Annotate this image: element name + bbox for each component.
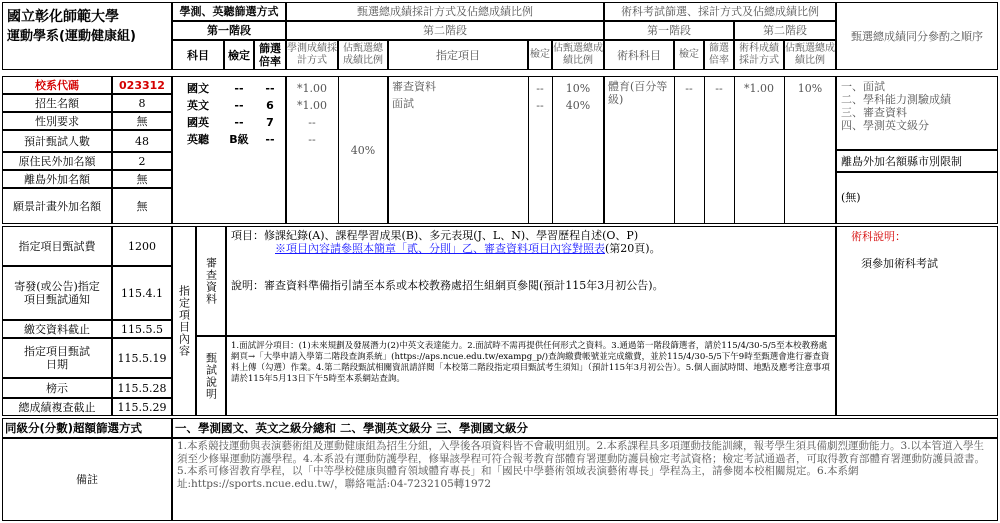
col-check2: 檢定	[528, 40, 552, 70]
quota-label: 招生名額	[2, 94, 112, 112]
col-ratio2: 佔甄選總成績比例	[552, 40, 604, 70]
multiple-cell: 6	[266, 99, 274, 112]
order-item: 三、審查資料	[841, 106, 907, 119]
col-skill-subject: 術科科目	[604, 40, 674, 70]
fee-label: 指定項目甄試費	[2, 226, 112, 266]
skill-note-block	[836, 226, 998, 416]
subject-cell: 英聽	[187, 133, 209, 146]
check-cell: --	[234, 99, 244, 112]
tie-label: 同級分(分數)超額篩選方式	[2, 418, 172, 438]
expected-label: 預計甄試人數	[2, 130, 112, 152]
col-score-method: 學測成績採計方式	[286, 40, 338, 70]
designated-check: --	[536, 82, 544, 95]
col-check: 檢定	[224, 40, 254, 70]
designated-check: --	[536, 99, 544, 112]
skill-divider	[674, 76, 675, 224]
aboriginal-label: 原住民外加名額	[2, 152, 112, 170]
subject-cell: 國文	[187, 82, 209, 95]
review-items: 項目：修課紀錄(A)、課程學習成果(B)、多元表現(J、L、N)、學習歷程自述(O、P)	[231, 229, 639, 242]
island-label: 離島外加名額	[2, 170, 112, 188]
multiple-cell: --	[265, 133, 275, 146]
vision-value: 無	[112, 188, 172, 224]
method-cell: *1.00	[297, 82, 327, 95]
stage1-row	[172, 131, 286, 148]
fee-value: 1200	[112, 226, 172, 266]
exam-label-cell	[196, 336, 226, 416]
stage1-ratio: 40%	[338, 76, 388, 224]
skill-stage1: 第一階段	[604, 21, 734, 40]
code-value: 023312	[112, 76, 172, 94]
island-note-value: (無)	[836, 172, 998, 224]
exam-date-label: 指定項目甄試日期	[2, 338, 112, 378]
submit-label: 繳交資料截止	[2, 320, 112, 338]
skill-ratio: 10%	[797, 82, 823, 95]
remarks-text: 1.本系競技運動與表演藝術組及運動健康組為招生分組，入學後各項資料皆不會載明組別。2.本系課程具多項運動技能訓練，報考學生須具備劇烈運動能力。3.以本管道入學生須至少修畢運動防護學程。4.本系設有運動防護學程，修畢該學程可符合報考教育部體育署運動防護員檢定考試資格；檢定考試通過者，可取得教育部體育署運動防護員證書。5.本系可修習教育學程，以「中等學校健康與體育領域體育專長」和「國民中學藝術領域表演藝術專長」學程為主，請參閱本校相關規定。6.本系網址:https://sports.ncue.edu.tw/，聯絡電話:04-7232105轉1972	[172, 438, 998, 521]
tie-value: 一、學測國文、英文之級分總和 二、學測英文級分 三、學測國文級分	[172, 418, 998, 438]
review-page: (第20頁)。	[605, 242, 661, 255]
submit-value: 115.5.5	[112, 320, 172, 338]
designated-item: 審查資料	[392, 80, 436, 93]
order-block	[836, 76, 998, 150]
release-value: 115.5.28	[112, 378, 172, 398]
recheck-value: 115.5.29	[112, 398, 172, 416]
skill-divider	[704, 76, 705, 224]
col-skill-ratio: 佔甄選總成績比例	[784, 40, 836, 70]
stage1-title: 第一階段	[172, 21, 286, 40]
aboriginal-value: 2	[112, 152, 172, 170]
skill-divider	[784, 76, 785, 224]
designated-item: 面試	[392, 97, 414, 110]
designated-ratio: 10%	[565, 82, 591, 95]
recheck-label: 總成績複查截止	[2, 398, 112, 416]
stage1-row	[172, 80, 286, 97]
notice-label: 寄發(或公告)指定項目甄試通知	[2, 266, 112, 320]
island-note: 離島外加名額縣市別限制	[836, 150, 998, 172]
skill-subject: 體育(百分等級)	[608, 80, 668, 106]
exam-label: 甄試說明	[204, 352, 218, 400]
notice-value: 115.4.1	[112, 266, 172, 320]
expected-value: 48	[112, 130, 172, 152]
method-cell: --	[308, 133, 316, 146]
method-cell: --	[308, 116, 316, 129]
col-ratio: 佔甄選總成績比例	[338, 40, 388, 70]
stage2-title: 第二階段	[286, 21, 604, 40]
designated-ratio: 40%	[565, 99, 591, 112]
skill-method: *1.00	[744, 82, 774, 95]
order-item: 四、學測英文級分	[841, 119, 929, 132]
designated-divider	[552, 76, 553, 224]
exam-date-value: 115.5.19	[112, 338, 172, 378]
skill-note-title: 術科說明：	[851, 230, 906, 243]
review-content	[226, 226, 836, 336]
review-desc: 說明：審查資料準備指引請至本系或本校教務處招生組網頁參閱(預計115年3月初公告)。	[231, 279, 664, 292]
check-cell: --	[234, 116, 244, 129]
release-label: 榜示	[2, 378, 112, 398]
order-title: 甄選總成績同分參酌之順序	[836, 2, 998, 70]
check-cell: B級	[229, 133, 249, 146]
gender-value: 無	[112, 112, 172, 130]
school-name: 國立彰化師範大學	[7, 9, 119, 25]
skill-check: --	[685, 82, 693, 95]
code-label: 校系代碼	[2, 76, 112, 94]
review-link-row	[231, 242, 831, 255]
designated-vertical-label	[172, 226, 196, 416]
review-link[interactable]: ※項目內容請參照本簡章「貳、分則」乙、審查資料項目內容對照表	[275, 242, 605, 255]
vision-label: 願景計畫外加名額	[2, 188, 112, 224]
designated-divider	[388, 76, 389, 224]
school-header	[2, 2, 172, 70]
remarks-label: 備註	[2, 438, 172, 521]
designated-vertical-text: 指定項目內容	[177, 285, 191, 357]
skill-note-text: 須參加術科考試	[861, 257, 938, 270]
col-skill-method: 術科成績採計方式	[734, 40, 784, 70]
col-skill-multiple: 篩選倍率	[704, 40, 734, 70]
order-item: 一、面試	[841, 80, 885, 93]
multiple-cell: --	[265, 82, 275, 95]
skill-title: 術科考試篩選、採計方式及佔總成績比例	[604, 2, 836, 21]
score-ratio-title: 甄選總成績採計方式及佔總成績比例	[286, 2, 604, 21]
stage1-row	[172, 97, 286, 114]
skill-divider	[734, 76, 735, 224]
skill-stage2: 第二階段	[734, 21, 836, 40]
col-skill-check: 檢定	[674, 40, 704, 70]
screen-method-title: 學測、英聽篩選方式	[172, 2, 286, 21]
department-name: 運動學系(運動健康組)	[7, 29, 136, 44]
col-multiple: 篩選倍率	[254, 40, 286, 70]
gender-label: 性別要求	[2, 112, 112, 130]
subject-cell: 英文	[187, 99, 209, 112]
col-subject: 科目	[172, 40, 224, 70]
multiple-cell: 7	[266, 116, 274, 129]
exam-text: 1.面試評分項目：(1)未來規劃及發展潛力(2)中英文表達能力。2.面試時不需再提供任何形式之資料。3.通過第一階段篩選者，請於115/4/30-5/5至本校教務處網頁→「大學申請入學第二階段查詢系統」(https://aps.ncue.edu.tw/exampg_p/)查詢繳費帳號並完成繳費，並於115/4/30-5/5下午9時至甄選會進行審查資料上傳（勾選）作業。4.第二階段甄試相關資訊請詳閱「本校第二階段指定項目甄試考生須知」（預計115年3月初公告）。5.個人面試時間、地點及應考注意事項請於115年5月13日下午5時至本系網站查詢。	[226, 336, 836, 416]
col-designated: 指定項目	[388, 40, 528, 70]
check-cell: --	[234, 82, 244, 95]
quota-value: 8	[112, 94, 172, 112]
method-cell: *1.00	[297, 99, 327, 112]
designated-divider	[528, 76, 529, 224]
island-value: 無	[112, 170, 172, 188]
stage1-row	[172, 114, 286, 131]
subject-cell: 國英	[187, 116, 209, 129]
skill-multiple: --	[715, 82, 723, 95]
order-item: 二、學科能力測驗成績	[841, 93, 951, 106]
review-label-cell	[196, 226, 226, 336]
review-label: 審查資料	[204, 257, 218, 305]
